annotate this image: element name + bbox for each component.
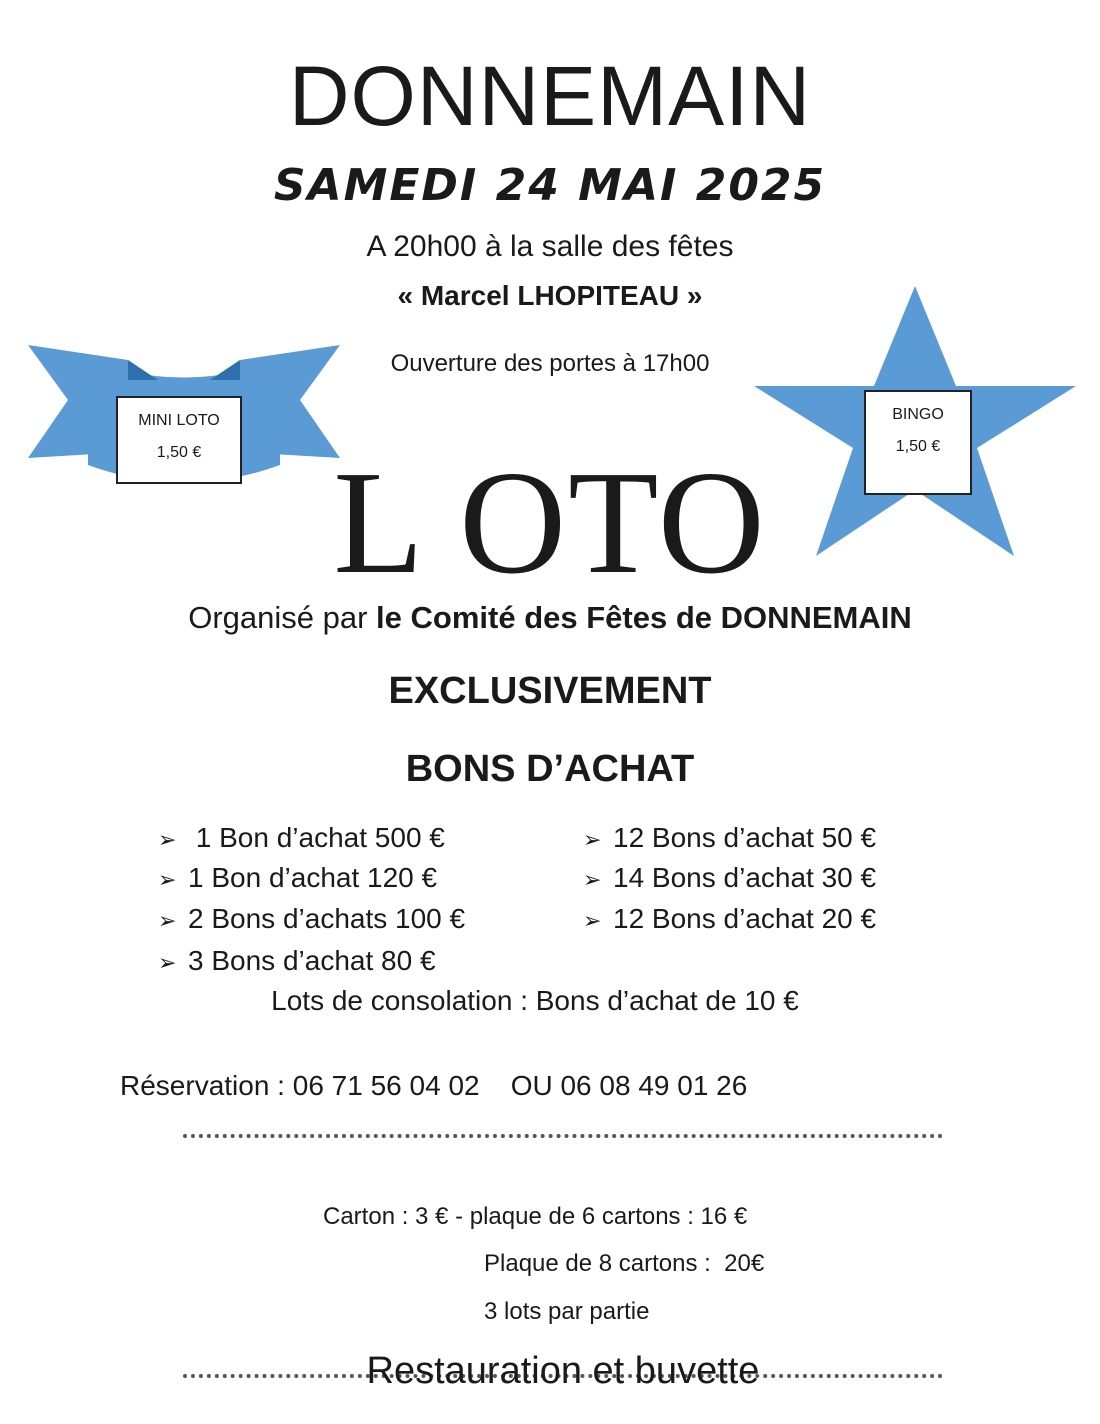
list-item: ➢ 2 Bons d’achats 100 € [158,903,466,934]
pricing-line-3: 3 lots par partie [484,1298,650,1325]
consolation-prizes: Lots de consolation : Bons d’achat de 10 € [271,985,799,1016]
divider [183,1134,943,1138]
bingo-label: BINGO [892,406,944,423]
list-item: ➢ 1 Bon d’achat 500 € [158,822,445,853]
list-item: ➢ 14 Bons d’achat 30 € [583,862,877,893]
mini-loto-price: 1,50 € [156,444,202,461]
arrow-bullet-icon: ➢ [583,827,602,852]
list-item: ➢ 12 Bons d’achat 50 € [583,822,877,853]
catering-footer: Restauration et buvette [366,1350,760,1392]
pricing-line-1: Carton : 3 € - plaque de 6 cartons : 16 € [323,1203,748,1230]
arrow-bullet-icon: ➢ [158,867,177,892]
mini-loto-label: MINI LOTO [138,412,220,429]
bingo-price: 1,50 € [895,438,941,455]
arrow-bullet-icon: ➢ [583,908,602,933]
arrow-bullet-icon: ➢ [583,867,602,892]
event-time-place: A 20h00 à la salle des fêtes [366,230,734,263]
vouchers-heading: BONS D’ACHAT [405,748,695,790]
arrow-bullet-icon: ➢ [158,950,177,975]
organizer-name: le Comité des Fêtes de DONNEMAIN [376,600,912,635]
event-date: SAMEDI 24 MAI 2025 [273,160,827,211]
arrow-bullet-icon: ➢ [158,908,177,933]
reservation-phones: Réservation : 06 71 56 04 02 OU 06 08 49 01 26 [120,1070,748,1101]
list-item: ➢ 1 Bon d’achat 120 € [158,862,438,893]
venue-name: « Marcel LHOPITEAU » [397,280,703,311]
pricing-line-2: Plaque de 8 cartons : 20€ [484,1250,765,1277]
town-title: DONNEMAIN [288,49,812,143]
arrow-bullet-icon: ➢ [158,827,177,852]
doors-opening: Ouverture des portes à 17h00 [390,350,710,377]
list-item: ➢ 3 Bons d’achat 80 € [158,945,436,976]
organizer-prefix: Organisé par [188,600,377,635]
list-item: ➢ 12 Bons d’achat 20 € [583,903,877,934]
exclusive-heading: EXCLUSIVEMENT [388,670,712,712]
loto-title: L OTO [333,441,767,605]
organizer-line [0,600,1100,636]
